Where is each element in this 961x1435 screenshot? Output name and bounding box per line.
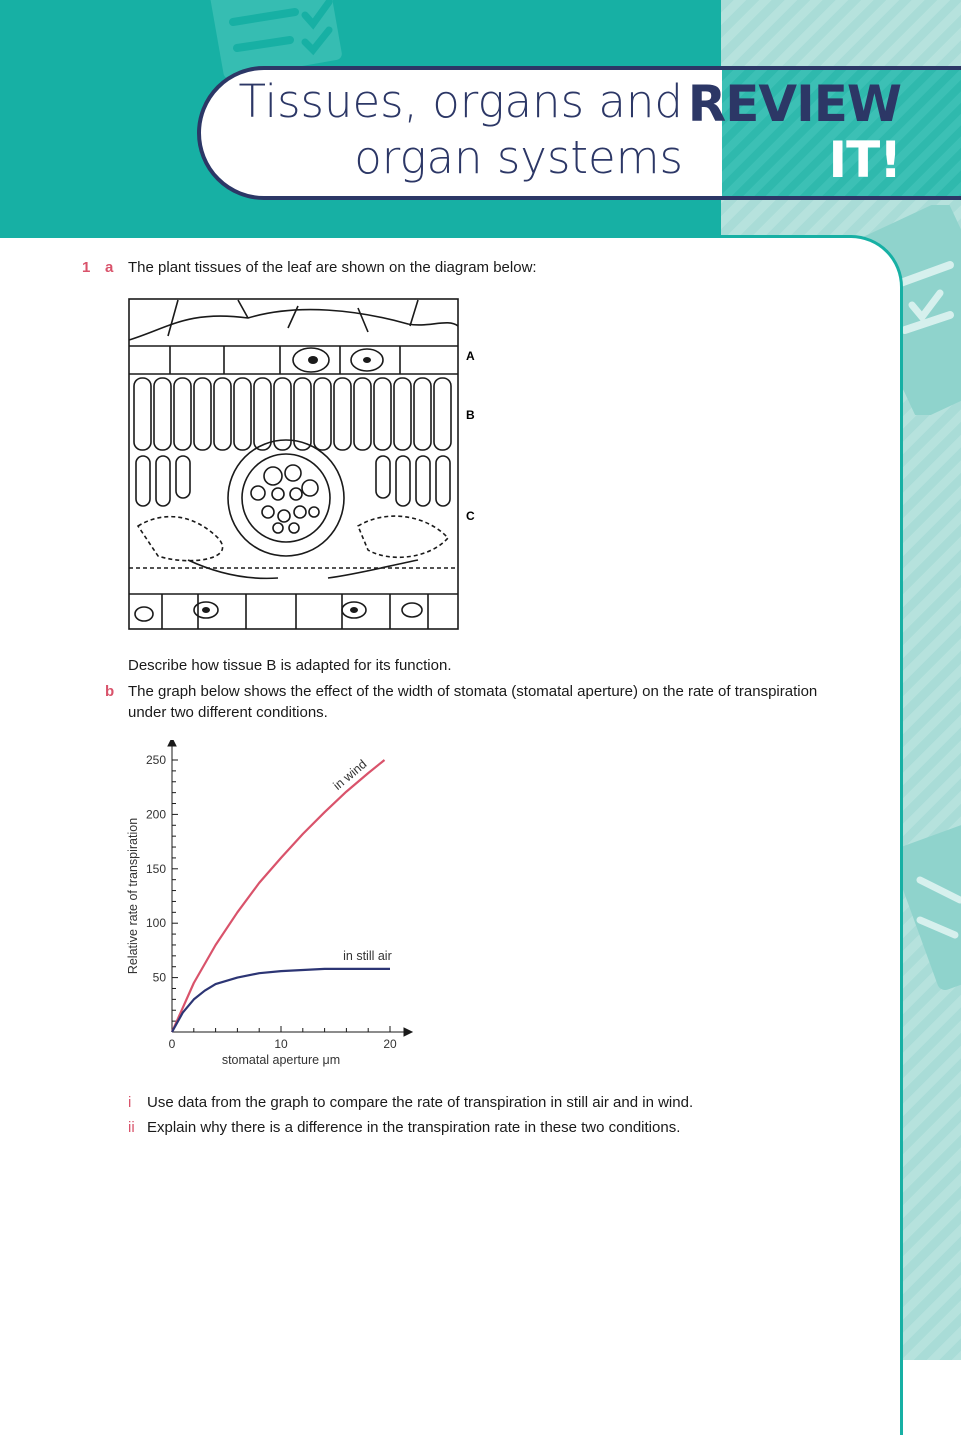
x-tick-label: 0 [168,1037,176,1051]
y-tick-label: 200 [145,807,166,822]
sub-ii-text: Explain why there is a difference in the transpiration rate in these two conditions. [147,1119,681,1136]
diagram-label-b: B [466,408,475,422]
part-a-label: a [105,259,114,276]
y-axis-title: Relative rate of transpiration [126,817,140,975]
y-tick-label: 50 [152,970,166,985]
review-badge [688,76,901,188]
review-badge-line-2: IT! [828,131,901,189]
x-axis-arrow [404,1028,412,1036]
chart-svg [120,740,420,1080]
y-tick-label: 150 [145,861,166,876]
part-b-label: b [105,683,115,700]
checklist-decoration-lower [900,820,961,990]
leaf-diagram-svg [128,298,488,633]
sub-i-text: Use data from the graph to compare the rate of transpiration in still air and in wind. [147,1094,694,1111]
question-number: 1 [82,259,91,276]
leaf-cross-section-diagram [128,298,488,633]
x-tick-label: 20 [383,1037,397,1051]
y-axis-arrow [168,740,176,746]
part-b-text-line-1: The graph below shows the effect of the width of stomata (stomatal aperture) on the rate of transpiration [128,683,818,700]
y-tick-label: 250 [145,753,166,767]
part-a-follow-up: Describe how tissue B is adapted for its function. [128,657,452,674]
sub-ii-label: ii [128,1119,135,1136]
series-label-in-wind: in wind [330,757,370,793]
part-b-text-line-2: under two different conditions. [128,704,328,721]
part-b-text [128,681,888,723]
review-badge-line-1: REVIEW [687,75,901,133]
title-line-2: organ systems [354,131,683,184]
page-title [238,74,683,186]
part-a-text: The plant tissues of the leaf are shown on the diagram below: [128,259,537,276]
x-tick-label: 10 [274,1037,288,1051]
series-label-in-still-air: in still air [343,949,392,964]
series-line-in-still-air [172,969,390,1032]
transpiration-graph [120,740,420,1080]
x-axis-title: stomatal aperture μm [221,1053,341,1067]
sub-i-label: i [128,1094,132,1111]
diagram-label-a: A [466,349,475,363]
title-line-1: Tissues, organs and [238,75,683,128]
y-tick-label: 100 [145,916,166,931]
diagram-label-c: C [466,509,475,523]
